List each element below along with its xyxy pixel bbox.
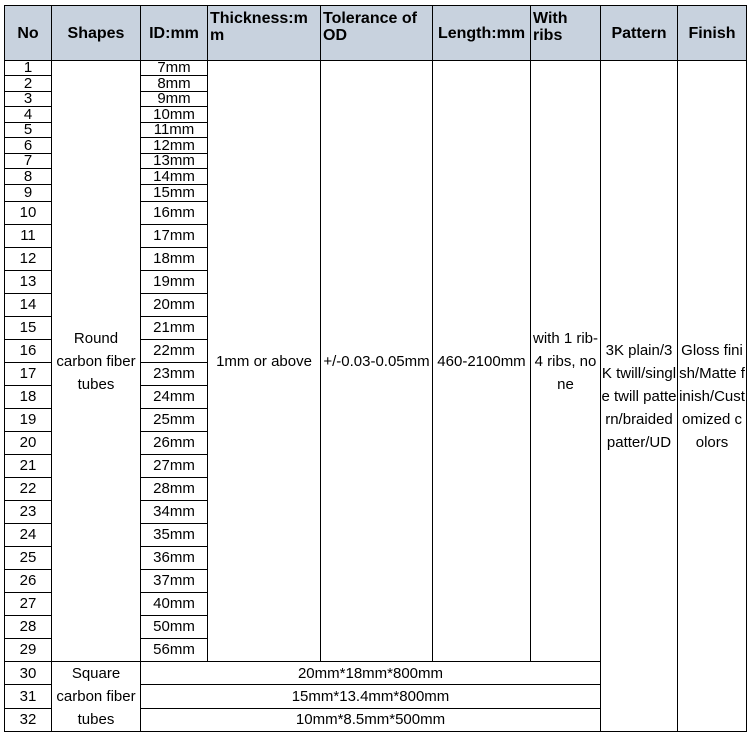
header-row [5,6,747,61]
id-value: 26mm [141,432,208,455]
row-no: 10 [5,202,52,225]
row-no: 5 [5,123,52,138]
id-value: 10mm [141,107,208,123]
id-value: 14mm [141,169,208,185]
shape-cell: Round carbon fiber tubes [52,61,141,662]
header-no: No [5,6,52,61]
row-no: 9 [5,185,52,202]
id-value: 15mm [141,185,208,202]
id-value: 8mm [141,76,208,92]
row-no: 18 [5,386,52,409]
header-finish: Finish [678,6,747,61]
id-value: 13mm [141,154,208,169]
row-no: 21 [5,455,52,478]
header-ribs: With ribs [531,6,601,61]
row-no: 25 [5,547,52,570]
row-no: 1 [5,61,52,76]
id-value: 21mm [141,317,208,340]
row-no: 32 [5,708,52,731]
square-dims: 20mm*18mm*800mm [141,662,601,685]
id-value: 17mm [141,225,208,248]
thickness-cell: 1mm or above [208,61,321,662]
finish-cell: Gloss finish/Matte finish/Customized colors [678,61,747,732]
id-value: 12mm [141,138,208,154]
row-no: 29 [5,639,52,662]
row-no: 11 [5,225,52,248]
ribs-cell: with 1 rib-4 ribs, none [531,61,601,662]
id-value: 37mm [141,570,208,593]
header-thickness: Thickness:mm [208,6,321,61]
row-no: 22 [5,478,52,501]
row-no: 4 [5,107,52,123]
square-dims: 10mm*8.5mm*500mm [141,708,601,731]
row-no: 8 [5,169,52,185]
id-value: 19mm [141,271,208,294]
row-no: 31 [5,685,52,708]
square-dims: 15mm*13.4mm*800mm [141,685,601,708]
id-value: 28mm [141,478,208,501]
length-cell: 460-2100mm [433,61,531,662]
row-no: 28 [5,616,52,639]
row-no: 19 [5,409,52,432]
header-shapes: Shapes [52,6,141,61]
row-no: 16 [5,340,52,363]
id-value: 35mm [141,524,208,547]
id-value: 36mm [141,547,208,570]
row-no: 20 [5,432,52,455]
row-no: 26 [5,570,52,593]
id-value: 16mm [141,202,208,225]
id-value: 25mm [141,409,208,432]
row-no: 2 [5,76,52,92]
id-value: 11mm [141,123,208,138]
header-pattern: Pattern [601,6,678,61]
header-id: ID:mm [141,6,208,61]
id-value: 50mm [141,616,208,639]
row-no: 3 [5,92,52,107]
row-no: 24 [5,524,52,547]
row-no: 7 [5,154,52,169]
pattern-cell: 3K plain/3K twill/single twill pattern/braided patter/UD [601,61,678,732]
header-tolerance: Tolerance of OD [321,6,433,61]
id-value: 20mm [141,294,208,317]
row-no: 27 [5,593,52,616]
row-no: 13 [5,271,52,294]
table-body [5,61,747,732]
row-no: 12 [5,248,52,271]
table-row [5,61,747,76]
row-no: 17 [5,363,52,386]
id-value: 7mm [141,61,208,76]
id-value: 40mm [141,593,208,616]
row-no: 6 [5,138,52,154]
id-value: 23mm [141,363,208,386]
id-value: 9mm [141,92,208,107]
row-no: 14 [5,294,52,317]
id-value: 18mm [141,248,208,271]
row-no: 15 [5,317,52,340]
id-value: 56mm [141,639,208,662]
id-value: 34mm [141,501,208,524]
row-no: 30 [5,662,52,685]
spec-table [4,5,747,732]
id-value: 22mm [141,340,208,363]
id-value: 24mm [141,386,208,409]
header-length: Length:mm [433,6,531,61]
row-no: 23 [5,501,52,524]
shape-cell: Square carbon fiber tubes [52,662,141,732]
tolerance-cell: +/-0.03-0.05mm [321,61,433,662]
id-value: 27mm [141,455,208,478]
